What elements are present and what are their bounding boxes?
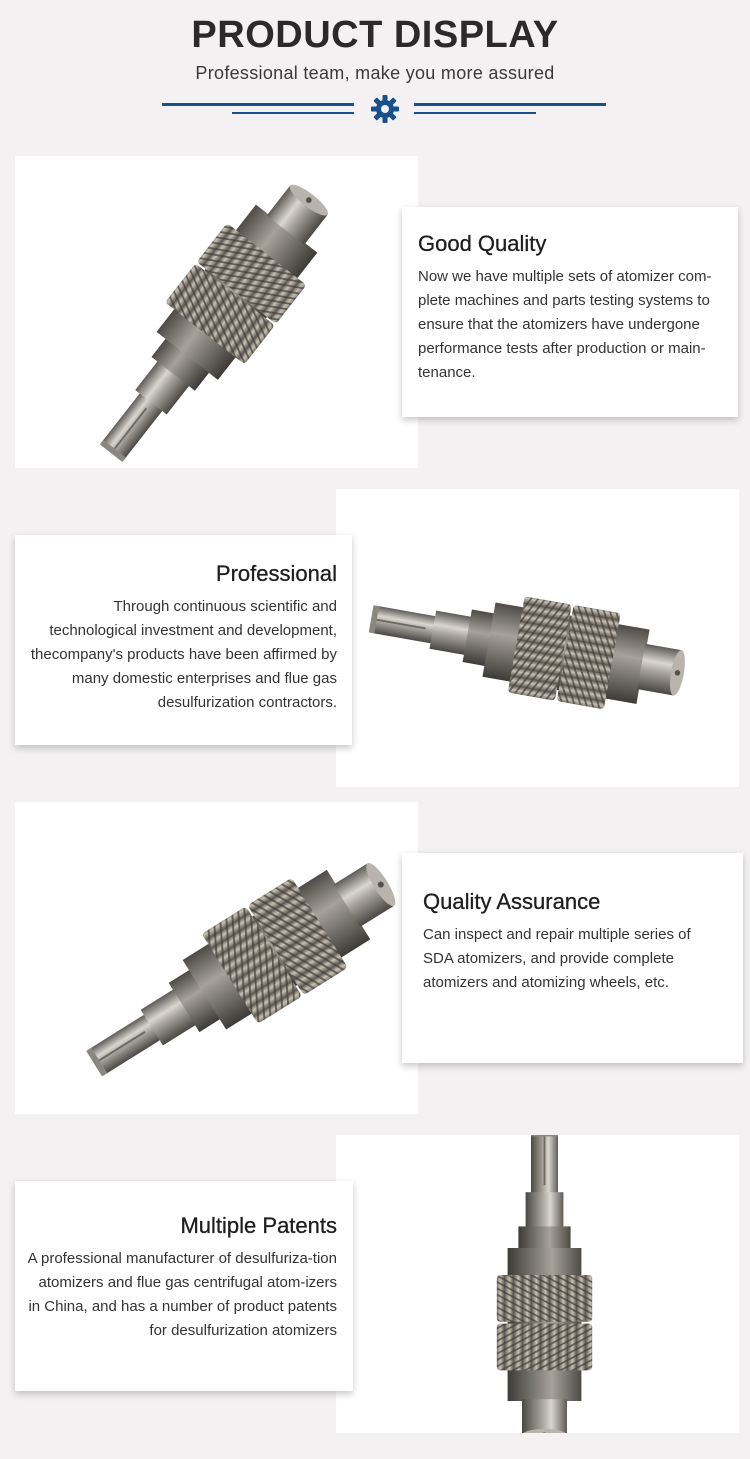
- product-photo-2: [336, 489, 739, 787]
- product-photo-1: [15, 156, 418, 468]
- feature-card-good-quality: [402, 207, 738, 417]
- divider-right-top: [414, 103, 606, 106]
- feature-card-professional: [15, 535, 352, 745]
- feature-title: Quality Assurance: [423, 889, 601, 914]
- feature-title: Professional: [215, 561, 337, 586]
- gear-icon: [370, 94, 400, 124]
- feature-text: Now we have multiple sets of atomizer com-plete machines and parts testing systems to ensure that the atomizers have undergone performance tests after production or main-tenance.: [418, 268, 712, 381]
- product-photo-3: [15, 802, 418, 1114]
- divider-right-bottom: [414, 112, 536, 114]
- divider-left-top: [162, 103, 354, 106]
- page-subtitle: Professional team, make you more assured: [195, 63, 555, 83]
- divider-left-bottom: [232, 112, 354, 114]
- feature-card-quality-assurance: [402, 853, 743, 1063]
- gear-shaft-image: [336, 1135, 739, 1433]
- gear-shaft-image: [15, 802, 418, 1114]
- header: [0, 0, 750, 140]
- feature-text: Can inspect and repair multiple series of SDA atomizers, and provide complete atomizers and atomizing wheels, etc.: [423, 926, 691, 991]
- product-photo-4: [336, 1135, 739, 1433]
- feature-card-multiple-patents: [15, 1181, 353, 1391]
- gear-shaft-image: [15, 156, 418, 468]
- feature-title: Good Quality: [418, 231, 547, 256]
- page-title: PRODUCT DISPLAY: [191, 14, 559, 56]
- feature-text: A professional manufacturer of desulfuriza-tion atomizers and flue gas centrifugal atom-izers in China, and has a number of product patents for desulfurization atomizers: [27, 1250, 337, 1339]
- feature-text: Through continuous scientific and technological investment and development, thecompany's products have been affirmed by many domestic enterprises and flue gas desulfurization contractors.: [30, 598, 337, 711]
- feature-title: Multiple Patents: [180, 1213, 337, 1238]
- gear-shaft-image: [336, 489, 739, 787]
